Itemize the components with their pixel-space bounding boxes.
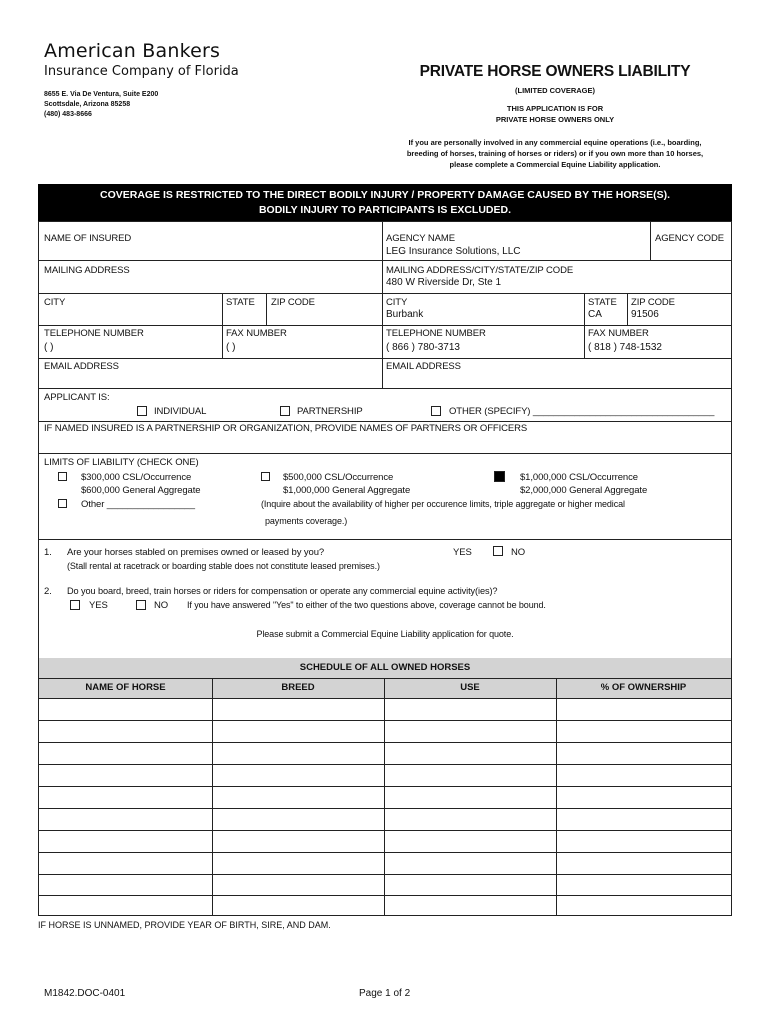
insured-fax-field[interactable]: ( ): [226, 342, 236, 353]
insured-phone-field[interactable]: ( ): [44, 342, 54, 353]
question-2-number: 2.: [44, 586, 52, 597]
other-applicant-checkbox[interactable]: [431, 406, 441, 416]
agency-fax-label: FAX NUMBER: [588, 328, 649, 339]
question-2-yes-checkbox[interactable]: [70, 600, 80, 610]
limit-inquire-line-2: payments coverage.): [265, 516, 348, 526]
question-2-yes-label: YES: [89, 600, 108, 611]
question-2-no-checkbox[interactable]: [136, 600, 146, 610]
limit-1m-line-2: $2,000,000 General Aggregate: [520, 485, 648, 496]
question-1-number: 1.: [44, 547, 52, 558]
column-header-breed: BREED: [281, 682, 315, 693]
limit-inquire-line-1: (Inquire about the availability of higher per occurence limits, triple aggregate or higher medical: [261, 499, 625, 509]
question-1-no-label: NO: [511, 547, 526, 558]
limit-300k-checkbox[interactable]: [58, 472, 67, 481]
agency-state-value[interactable]: CA: [588, 309, 602, 320]
commercial-note-3: please complete a Commercial Equine Liability application.: [449, 160, 661, 169]
schedule-title: SCHEDULE OF ALL OWNED HORSES: [299, 662, 471, 673]
question-1-text: Are your horses stabled on premises owned or leased by you?: [67, 547, 325, 558]
banner-line-1: COVERAGE IS RESTRICTED TO THE DIRECT BODILY INJURY / PROPERTY DAMAGE CAUSED BY THE HORSE(S).: [100, 189, 670, 201]
insured-name-field[interactable]: [40, 244, 380, 259]
insured-city-label: CITY: [44, 297, 66, 308]
insured-fax-label: FAX NUMBER: [226, 328, 287, 339]
submit-commercial-note: Please submit a Commercial Equine Liability application for quote.: [256, 629, 514, 639]
application-form: [38, 221, 732, 916]
column-header-ownership: % OF OWNERSHIP: [600, 682, 687, 693]
insured-phone-label: TELEPHONE NUMBER: [44, 328, 144, 339]
question-2-note: If you have answered "Yes" to either of the two questions above, coverage cannot be bound.: [187, 600, 546, 610]
partners-note: IF NAMED INSURED IS A PARTNERSHIP OR ORGANIZATION, PROVIDE NAMES OF PARTNERS OR OFFICERS: [44, 423, 528, 434]
agency-state-label: STATE: [588, 297, 617, 308]
application-note-1: THIS APPLICATION IS FOR: [506, 104, 604, 113]
limit-300k-line-2: $600,000 General Aggregate: [81, 485, 201, 496]
agency-phone-value[interactable]: ( 866 ) 780-3713: [386, 342, 460, 353]
agency-phone-label: TELEPHONE NUMBER: [386, 328, 486, 339]
unnamed-horse-note: IF HORSE IS UNNAMED, PROVIDE YEAR OF BIRTH, SIRE, AND DAM.: [38, 920, 331, 930]
page-number: Page 1 of 2: [359, 988, 411, 999]
question-1-note: (Stall rental at racetrack or boarding stable does not constitute leased premises.): [67, 561, 380, 571]
limits-label: LIMITS OF LIABILITY (CHECK ONE): [44, 457, 199, 468]
limit-other-label: Other _________________: [81, 499, 195, 510]
commercial-note-2: breeding of horses, training of horses or riders) or if you own more than 10 horses,: [406, 149, 704, 158]
agency-mailing-value[interactable]: 480 W Riverside Dr, Ste 1: [386, 277, 502, 288]
question-1-yes-label: YES: [453, 547, 472, 558]
insured-zip-label: ZIP CODE: [271, 297, 315, 308]
agency-name-label: AGENCY NAME: [386, 233, 455, 244]
coverage-restriction-banner: [38, 184, 732, 221]
agency-zip-value[interactable]: 91506: [631, 309, 659, 320]
schedule-table-body[interactable]: [40, 699, 730, 915]
other-applicant-label: OTHER (SPECIFY) ___________________________________: [449, 406, 715, 417]
form-number: M1842.DOC-0401: [44, 988, 126, 999]
coverage-note: (LIMITED COVERAGE): [515, 86, 595, 95]
insured-mailing-field[interactable]: [40, 277, 380, 292]
agency-fax-value[interactable]: ( 818 ) 748-1532: [588, 342, 662, 353]
limit-1m-checkbox[interactable]: [494, 471, 505, 482]
insured-mailing-label: MAILING ADDRESS: [44, 265, 130, 276]
insured-name-label: NAME OF INSURED: [44, 233, 132, 244]
partnership-label: PARTNERSHIP: [297, 406, 363, 417]
application-note-2: PRIVATE HORSE OWNERS ONLY: [495, 115, 615, 124]
question-1-no-checkbox[interactable]: [493, 546, 503, 556]
company-address-line-1: 8655 E. Via De Ventura, Suite E200: [44, 91, 159, 98]
document-title: PRIVATE HORSE OWNERS LIABILITY: [419, 63, 691, 80]
agency-name-value[interactable]: LEG Insurance Solutions, LLC: [386, 246, 521, 257]
column-header-name: NAME OF HORSE: [85, 682, 166, 693]
insured-state-label: STATE: [226, 297, 255, 308]
question-2-no-label: NO: [154, 600, 169, 611]
company-logo-name: American Bankers: [44, 40, 221, 62]
banner-line-2: BODILY INJURY TO PARTICIPANTS IS EXCLUDED.: [258, 204, 512, 216]
question-2-text: Do you board, breed, train horses or riders for compensation or operate any commercial equine activity(ies)?: [67, 586, 498, 596]
partners-field[interactable]: [40, 435, 730, 452]
partnership-checkbox[interactable]: [280, 406, 290, 416]
insured-email-label: EMAIL ADDRESS: [44, 361, 119, 372]
agency-mailing-label: MAILING ADDRESS/CITY/STATE/ZIP CODE: [386, 265, 574, 276]
limit-500k-line-1: $500,000 CSL/Occurrence: [283, 472, 394, 483]
applicant-label: APPLICANT IS:: [44, 392, 110, 403]
agency-code-label: AGENCY CODE: [655, 233, 724, 244]
limit-other-checkbox[interactable]: [58, 499, 67, 508]
column-header-use: USE: [460, 682, 480, 693]
agency-city-value[interactable]: Burbank: [386, 309, 424, 320]
limit-1m-line-1: $1,000,000 CSL/Occurrence: [520, 472, 638, 483]
agency-city-label: CITY: [386, 297, 408, 308]
company-phone: (480) 483-8666: [44, 111, 92, 118]
individual-checkbox[interactable]: [137, 406, 147, 416]
agency-email-label: EMAIL ADDRESS: [386, 361, 461, 372]
company-logo-subname: Insurance Company of Florida: [44, 64, 239, 79]
commercial-note-1: If you are personally involved in any commercial equine operations (i.e., boarding,: [408, 138, 702, 147]
agency-zip-label: ZIP CODE: [631, 297, 675, 308]
limit-500k-checkbox[interactable]: [261, 472, 270, 481]
insured-email-field[interactable]: [40, 372, 380, 387]
company-address-line-2: Scottsdale, Arizona 85258: [44, 101, 131, 108]
individual-label: INDIVIDUAL: [154, 406, 207, 417]
limit-500k-line-2: $1,000,000 General Aggregate: [283, 485, 411, 496]
limit-300k-line-1: $300,000 CSL/Occurrence: [81, 472, 192, 483]
